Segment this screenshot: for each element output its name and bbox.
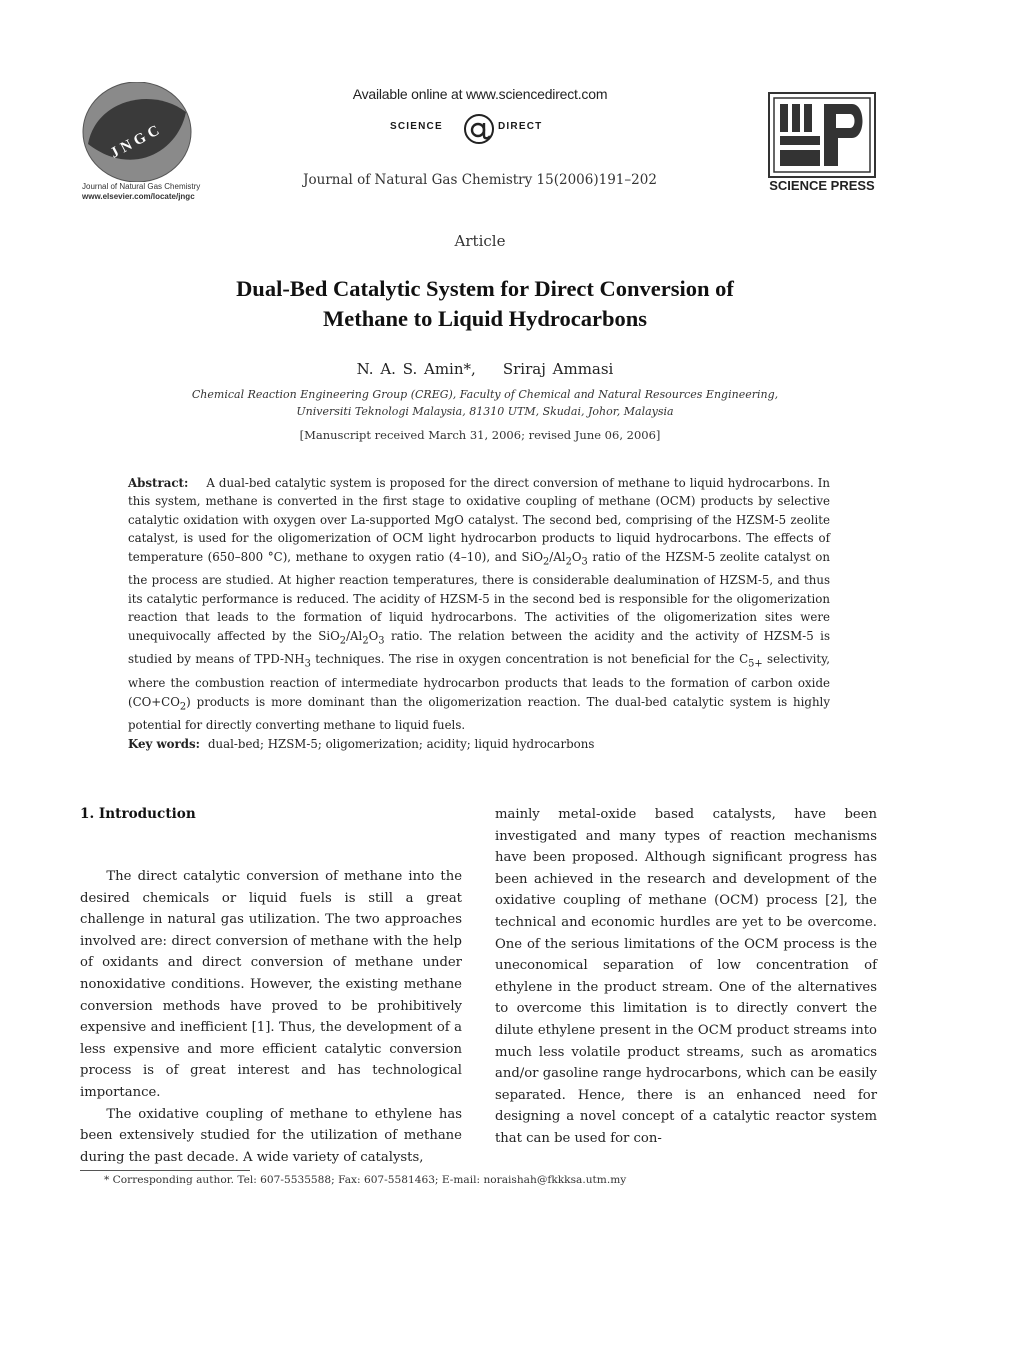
subscript: 5+	[748, 658, 763, 670]
available-online-text[interactable]: Available online at www.sciencedirect.com	[352, 86, 608, 102]
jngc-logo	[82, 82, 192, 182]
abstract-text-5: /Al	[346, 628, 363, 643]
abstract-text-8: techniques. The rise in oxygen concentration is not beneficial for the C	[310, 652, 749, 667]
abstract-text-9: selectivity, where the combustion reaction of intermediate hydrocarbon products that leads to the formation of carbon oxide (CO+CO	[128, 652, 830, 709]
author-1: N. A. S. Amin*,	[356, 360, 476, 378]
jngc-caption-url[interactable]: www.elsevier.com/locate/jngc	[82, 192, 195, 201]
abstract-text-2: /Al	[549, 549, 566, 564]
subscript: 2	[179, 700, 187, 712]
paragraph: The direct catalytic conversion of methane into the desired chemicals or liquid fuels is still a great challenge in natural gas utilization. The two approaches involved are: direct conversion of methane with the help of oxidants and direct conversion of methane under nonoxidative conditions. However, the existing methane conversion methods have proved to be prohibitively expensive and inefficient [1]. Thus, the development of a less expensive and more efficient catalytic conversion process is of great interest and has technological importance.	[80, 869, 462, 1100]
abstract-text-1: A dual-bed catalytic system is proposed for the direct conversion of methane to liquid hydrocarbons. In this system, methane is converted in the first stage to oxidative coupling of methane (OCM) products by selective catalytic oxidation with oxygen over La-supported MgO catalyst. The second bed, comprising of the HZSM-5 zeolite catalyst, is used for the oligomerization of OCM light hydrocarbon products to liquid hydrocarbons. The effects of temperature (650–800 °C), methane to oxygen ratio (4–10), and SiO	[128, 476, 830, 564]
sciencedirect-left-word: SCIENCE	[390, 121, 443, 132]
paper-title	[140, 274, 830, 334]
science-press-text: SCIENCE PRESS	[769, 178, 875, 193]
manuscript-dates: [Manuscript received March 31, 2006; revised June 06, 2006]	[299, 428, 661, 442]
article-type-label: Article	[454, 232, 506, 250]
jngc-logo-text: JNGC	[107, 120, 166, 162]
subscript: 2	[362, 634, 369, 646]
paragraph: The oxidative coupling of methane to ethylene has been extensively studied for the utilization of methane during the past decade. A wide variety of catalysts,	[80, 1106, 462, 1165]
affiliation	[120, 386, 850, 420]
at-sign-icon	[462, 112, 496, 146]
authors	[250, 360, 720, 378]
body-column-left	[80, 866, 462, 1168]
subscript: 2	[565, 555, 572, 567]
science-press-logo	[768, 92, 876, 178]
keywords-list: dual-bed; HZSM-5; oligomerization; acidity; liquid hydrocarbons	[207, 737, 595, 751]
subscript: 3	[581, 555, 588, 567]
abstract-label: Abstract:	[128, 476, 189, 490]
affiliation-line2: Universiti Teknologi Malaysia, 81310 UTM, Skudai, Johor, Malaysia	[296, 405, 674, 418]
section-heading-introduction: 1. Introduction	[80, 806, 196, 822]
abstract-text-4: ratio of the HZSM-5 zeolite catalyst on the process are studied. At higher reaction temperatures, there is considerable dealumination of HZSM-5, and thus its catalytic performance is reduced. The acidity of HZSM-5 in the second bed is responsible for the oligomerization reaction that leads to the formation of liquid hydrocarbons. The activities of the oligomerization sites were unequivocally affected by the SiO	[128, 549, 830, 643]
author-2: Sriraj Ammasi	[502, 360, 614, 378]
abstract-text-7: ratio. The relation between the acidity and the activity of HZSM-5 is studied by means of TPD-NH	[128, 628, 830, 667]
paper-title-line2: Methane to Liquid Hydrocarbons	[323, 306, 647, 331]
sciencedirect-logo	[380, 112, 580, 148]
abstract-text-3: O	[571, 549, 582, 564]
jngc-caption-title: Journal of Natural Gas Chemistry	[82, 182, 201, 191]
affiliation-line1: Chemical Reaction Engineering Group (CREG), Faculty of Chemical and Natural Resources Engineering,	[191, 388, 779, 401]
body-column-right	[495, 804, 877, 1150]
sciencedirect-right-word: DIRECT	[498, 121, 543, 132]
abstract-text-10: ) products is more dominant than the oligomerization reaction. The dual-bed catalytic system is highly potential for directly converting methane to liquid fuels.	[128, 694, 830, 733]
abstract	[128, 474, 830, 735]
subscript: 3	[378, 634, 385, 646]
subscript: 3	[304, 658, 311, 670]
paragraph: mainly metal-oxide based catalysts, have been investigated and many types of reaction mechanisms have been proposed. Although significant progress has been achieved in the research and development of the oxidative coupling of methane (OCM) process [2], the technical and economic hurdles are yet to be overcome. One of the serious limitations of the OCM process is the uneconomical separation of low concentration of ethylene in the product stream. One of the alternatives to overcome this limitation is to directly convert the dilute ethylene present in the OCM product streams into much less volatile product streams, such as aromatics and/or gasoline range hydrocarbons, which can be easily separated. Hence, there is an enhanced need for designing a novel concept of a catalytic reactor system that can be used for con-	[495, 807, 877, 1146]
footnote-rule	[80, 1170, 250, 1171]
subscript: 2	[543, 555, 550, 567]
keywords	[128, 737, 830, 751]
journal-reference: Journal of Natural Gas Chemistry 15(2006)191–202	[303, 172, 657, 188]
jngc-caption	[82, 182, 222, 202]
footnote-corresponding-author: * Corresponding author. Tel: 607-5535588; Fax: 607-5581463; E-mail: noraishah@fkkksa.utm.my	[104, 1174, 627, 1186]
subscript: 2	[339, 634, 347, 646]
abstract-text-6: O	[368, 628, 379, 643]
paper-title-line1: Dual-Bed Catalytic System for Direct Conversion of	[236, 276, 734, 301]
keywords-label: Key words:	[128, 737, 200, 751]
